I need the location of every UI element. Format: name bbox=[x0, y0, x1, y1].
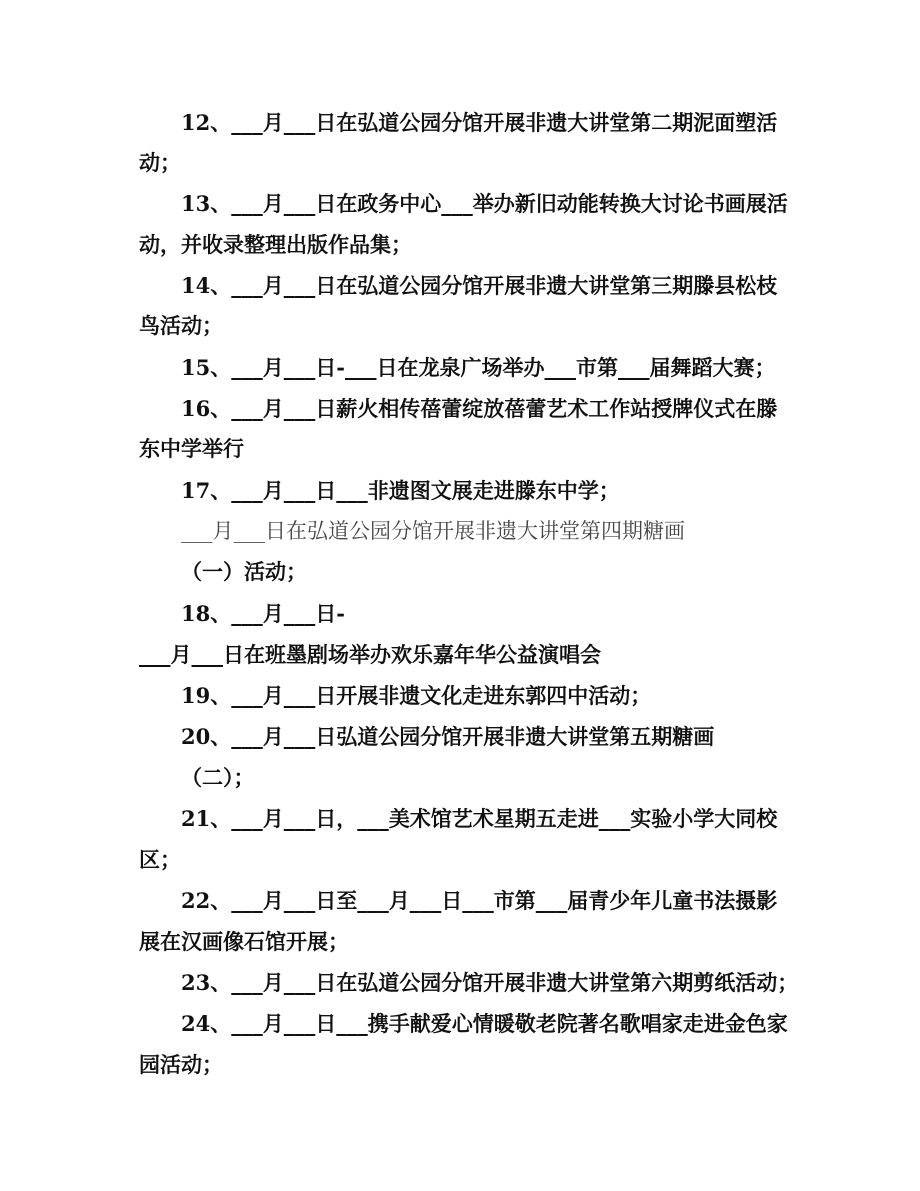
item-14-line-2: 鸟活动； bbox=[139, 313, 223, 338]
unnumbered-item-line-1: ___月___日在弘道公园分馆开展非遗大讲堂第四期糖画 bbox=[181, 519, 685, 543]
item-22-line-1: 22、___月___日至___月___日___市第___届青少年儿童书法摄影 bbox=[181, 888, 778, 913]
item-16-line-2: 东中学举行 bbox=[139, 436, 244, 461]
item-12-line-1: 12、___月___日在弘道公园分馆开展非遗大讲堂第二期泥面塑活 bbox=[181, 110, 778, 135]
item-17-line-1: 17、___月___日___非遗图文展走进滕东中学； bbox=[181, 478, 620, 503]
item-21-line-2: 区； bbox=[139, 847, 181, 872]
item-16-line-1: 16、___月___日薪火相传蓓蕾绽放蓓蕾艺术工作站授牌仪式在滕 bbox=[181, 396, 778, 421]
item-21-line-1: 21、___月___日，___美术馆艺术星期五走进___实验小学大同校 bbox=[181, 806, 778, 831]
item-20-line-1: 20、___月___日弘道公园分馆开展非遗大讲堂第五期糖画 bbox=[181, 724, 715, 749]
item-24-line-2: 园活动； bbox=[139, 1052, 223, 1077]
item-18-line-2: ___月___日在班墨剧场举办欢乐嘉年华公益演唱会 bbox=[139, 642, 601, 667]
item-19-line-1: 19、___月___日开展非遗文化走进东郭四中活动； bbox=[181, 683, 652, 708]
item-14-line-1: 14、___月___日在弘道公园分馆开展非遗大讲堂第三期滕县松枝 bbox=[181, 273, 778, 298]
item-13-line-2: 动，并收录整理出版作品集； bbox=[139, 232, 412, 257]
item-22-line-2: 展在汉画像石馆开展； bbox=[139, 929, 349, 954]
item-24-line-1: 24、___月___日___携手献爱心情暖敬老院著名歌唱家走进金色家 bbox=[181, 1011, 788, 1036]
item-13-line-1: 13、___月___日在政务中心___举办新旧动能转换大讨论书画展活 bbox=[181, 191, 788, 216]
item-23-line-1: 23、___月___日在弘道公园分馆开展非遗大讲堂第六期剪纸活动； bbox=[181, 970, 799, 995]
item-18-line-1: 18、___月___日- bbox=[181, 601, 345, 626]
item-15-line-1: 15、___月___日-___日在龙泉广场举办___市第___届舞蹈大赛； bbox=[181, 355, 776, 380]
unnumbered-item-line-2: （一）活动； bbox=[181, 559, 307, 584]
item-12-line-2: 动； bbox=[139, 150, 181, 175]
item-20-line-2: （二）； bbox=[181, 765, 255, 790]
